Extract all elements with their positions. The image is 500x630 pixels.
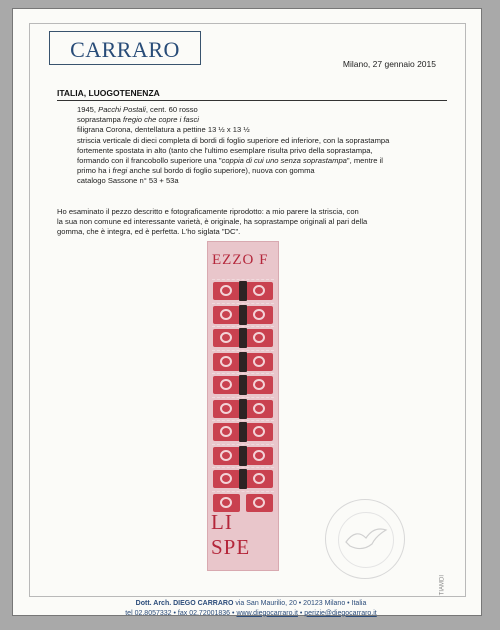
description-line: striscia verticale di dieci completa di bordi di foglio superiore ed inferiore, con la soprastampa [77,135,390,145]
description-line: fortemente spostata in alto (tanto che l'ultimo esemplare risulta privo della soprastampa, [77,145,373,155]
overprint-bar [239,281,247,301]
stamp-right-half [246,329,273,347]
description-line: filigrana Corona, dentellatura a pettine 13 ½ x 13 ½ [77,125,250,135]
stamp-left-half [213,329,240,347]
side-mark: TIAMDI [439,575,445,596]
logo-text: CARRARO [70,37,180,62]
stamp-pair [212,279,274,303]
overprint-bar [239,399,247,419]
overprint-bar [239,375,247,395]
certificate-sheet [12,8,482,616]
stamp-left-half [213,376,240,394]
certificate-date: Milano, 27 gennaio 2015 [342,59,436,69]
stamp-pair [212,303,274,327]
stamp-left-half [213,282,240,300]
footer-address-line [35,599,467,609]
footer-contact-line: tel 02.8057332 • fax 02.72001836 • www.diegocarraro.it • perizie@diegocarraro.it [125,609,377,617]
stamp-right-half [246,376,273,394]
description-line: 1945, Pacchi Postali, cent. 60 rosso [77,105,198,114]
stamp-left-half [213,470,240,488]
phone: tel 02.8057332 [125,609,172,617]
stamp-left-half [213,423,240,441]
stamp-column [212,279,274,514]
carraro-logo [49,31,201,65]
stamp-pair [212,373,274,397]
stamp-left-half [213,494,240,512]
stamp-right-half [246,447,273,465]
overprint-bar [239,446,247,466]
stamp-right-half [246,470,273,488]
stamp-pair [212,444,274,468]
stamp-left-half [213,353,240,371]
stamp-pair [212,467,274,491]
stamp-description [77,105,467,187]
stamp-left-half [213,447,240,465]
expert-opinion [57,207,467,238]
stamp-right-half [246,400,273,418]
overprint-bar [239,328,247,348]
opinion-line: la sua non comune ed interessante varietà, è originale, ha soprastampe originali al pari della [57,217,368,227]
certificate-footer [35,599,467,618]
description-line: formando con il francobollo superiore una "coppia di cui uno senza soprastampa", mentre il [77,156,383,166]
stamp-right-half [246,353,273,371]
fax: fax 02.72001836 [177,609,231,617]
description-line: primo ha i fregi anche sul bordo di foglio superiore), nuova con gomma [77,166,315,176]
stamp-left-half [213,400,240,418]
overprint-bar [239,422,247,442]
stamp-right-half [246,423,273,441]
stamp-pair [212,326,274,350]
expert-name: Dott. Arch. DIEGO CARRARO [135,600,234,607]
expert-address: via San Maurilio, 20 • 20123 Milano • Italia [235,600,367,607]
stamp-left-half [213,306,240,324]
expert-seal-emboss [325,499,405,579]
certificate-title: ITALIA, LUOGOTENENZA [57,88,160,98]
seal-bird-icon [344,522,388,556]
overprint-bar [239,352,247,372]
stamp-right-half [246,282,273,300]
stamp-strip-photo [207,241,279,571]
description-line: catalogo Sassone n° 53 + 53a [77,176,179,186]
stamp-pair [212,350,274,374]
description-line: soprastampa fregio che copre i fasci [77,115,199,125]
stamp-right-half [246,306,273,324]
overprint-bar [239,305,247,325]
opinion-line: gomma, che è integra, ed è perfetta. L'ho siglata "DC". [57,227,241,237]
stamp-pair [212,397,274,421]
opinion-line: Ho esaminato il pezzo descritto e fotograficamente riprodotto: a mio parere la striscia, con [57,207,359,216]
strip-top-margin-overprint: EZZO F [212,252,269,268]
overprint-bar [239,469,247,489]
email-link[interactable]: perizie@diegocarraro.it [304,609,377,617]
title-divider [57,100,447,101]
website-link[interactable]: www.diegocarraro.it [236,609,298,617]
stamp-right-half [246,494,273,512]
strip-bottom-margin-text: LI SPE [211,510,251,559]
stamp-pair [212,420,274,444]
